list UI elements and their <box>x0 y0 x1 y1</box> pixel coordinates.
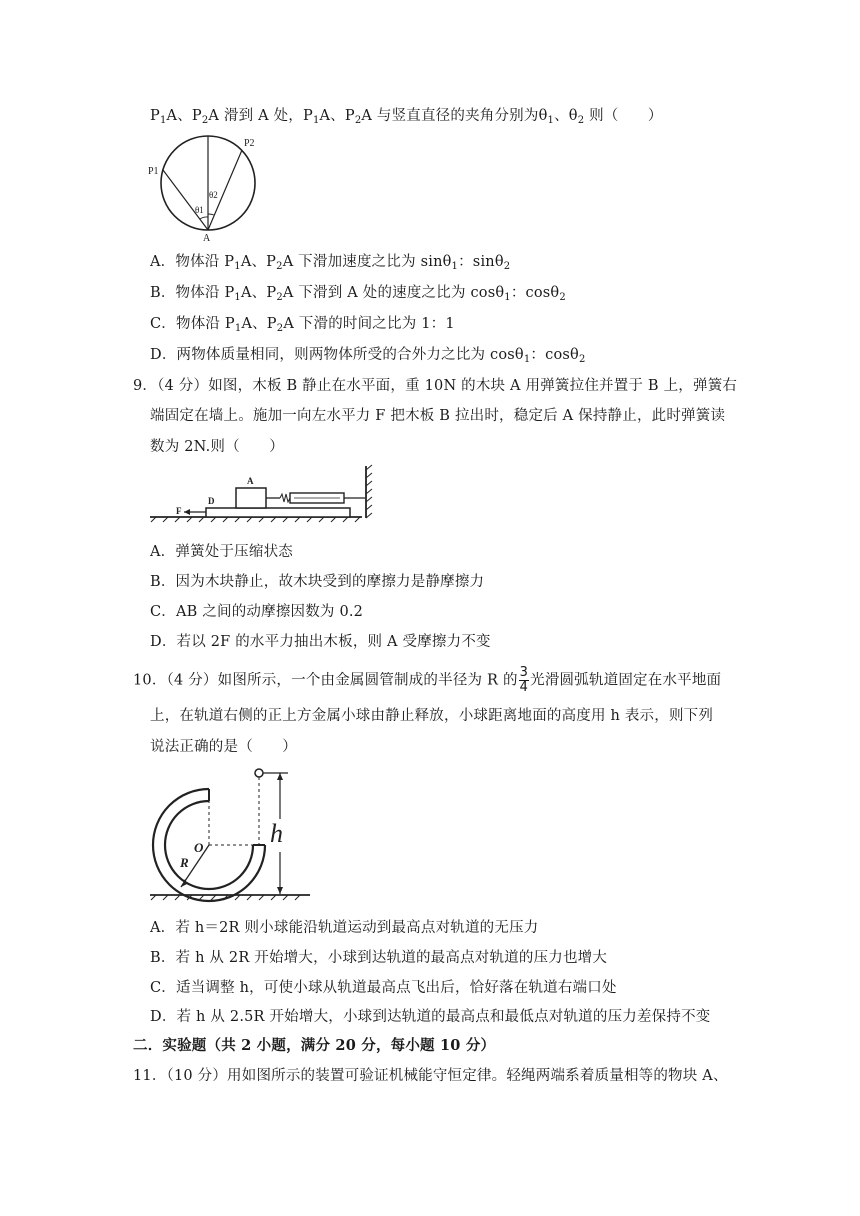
q8-circle-figure <box>146 134 276 244</box>
q8-option-c: C．物体沿 $P_1A$、$P_2A$ 下滑的时间之比为 1：1 <box>150 316 455 334</box>
section-2-heading: 二．实验题（共 2 小题，满分 20 分，每小题 10 分） <box>133 1037 496 1054</box>
q9-option-a: A．弹簧处于压缩状态 <box>150 544 293 560</box>
q10-stem-part-2: 光滑圆弧轨道固定在水平地面 <box>530 672 722 689</box>
q9-option-b: B．因为木块静止，故木块受到的摩擦力是静摩擦力 <box>150 574 485 590</box>
q10-option-c: C．适当调整 h，可使小球从轨道最高点飞出后，恰好落在轨道右端口处 <box>150 980 617 996</box>
q9-label-f: F <box>176 506 182 516</box>
q9-stem-line-1: 9．（4 分）如图，木板 B 静止在水平面，重 10N 的木块 A 用弹簧拉住并置于 B 上，弹簧右 <box>133 378 738 394</box>
q9-label-d: D <box>208 496 215 506</box>
q8-option-b: B．物体沿 $P_1A$、$P_2A$ 下滑到 A 处的速度之比为 cosθ$_1$：cosθ$_2$ <box>150 285 566 303</box>
q9-stem-line-3: 数为 2N.则（ ） <box>150 439 284 455</box>
q8-label-theta1: θ1 <box>195 205 204 215</box>
q10-label-h: h <box>270 819 283 848</box>
q11-stem-line-1: 11．（10 分）用如图所示的装置可验证机械能守恒定律。轻绳两端系着质量相等的物块 A、 <box>133 1068 728 1084</box>
q10-track-figure <box>150 764 320 904</box>
q10-stem-part-1: 10．（4 分）如图所示，一个由金属圆管制成的半径为 R 的 <box>133 672 518 689</box>
q10-label-r: R <box>180 855 189 870</box>
q10-option-d: D．若 h 从 2.5R 开始增大，小球到达轨道的最高点和最低点对轨道的压力差保持不变 <box>150 1009 711 1025</box>
q9-option-d: D．若以 2F 的水平力抽出木板，则 A 受摩擦力不变 <box>150 634 491 650</box>
q8-label-p2: P2 <box>244 138 255 149</box>
q9-label-a: A <box>247 476 254 486</box>
q8-label-p1: P1 <box>148 166 159 177</box>
q9-spring-figure <box>150 464 380 524</box>
q8-option-a: A．物体沿 $P_1A$、$P_2A$ 下滑加速度之比为 sinθ$_1$：sinθ$_2$ <box>150 254 511 272</box>
fraction-numerator: 3 <box>519 665 529 680</box>
q8-option-d: D．两物体质量相同，则两物体所受的合外力之比为 cosθ$_1$：cosθ$_2$ <box>150 347 586 365</box>
q10-label-o: O <box>194 840 204 855</box>
q10-stem-line-3: 说法正确的是（ ） <box>150 739 297 755</box>
q9-stem-line-2: 端固定在墙上。施加一向左水平力 F 把木板 B 拉出时，稳定后 A 保持静止，此时弹簧读 <box>150 408 726 424</box>
q10-stem-line-1 <box>133 666 721 695</box>
q8-label-a: A <box>203 233 211 244</box>
q9-option-c: C．AB 之间的动摩擦因数为 0.2 <box>150 604 364 620</box>
q10-option-b: B．若 h 从 2R 开始增大，小球到达轨道的最高点对轨道的压力也增大 <box>150 950 608 966</box>
q10-stem-line-2: 上，在轨道右侧的正上方金属小球由静止释放，小球距离地面的高度用 h 表示，则下列 <box>150 708 714 724</box>
fraction-three-quarters <box>519 666 529 695</box>
q8-stem: $P_1A$、$P_2A$ 滑到 A 处，$P_1A$、$P_2A$ 与竖直直径的夹角分别为$\theta_1$、$\theta_2$ 则（ ） <box>150 108 663 126</box>
fraction-denominator: 4 <box>519 680 529 695</box>
q10-option-a: A．若 h＝2R 则小球能沿轨道运动到最高点对轨道的无压力 <box>150 920 539 936</box>
q8-label-theta2: θ2 <box>209 190 218 200</box>
